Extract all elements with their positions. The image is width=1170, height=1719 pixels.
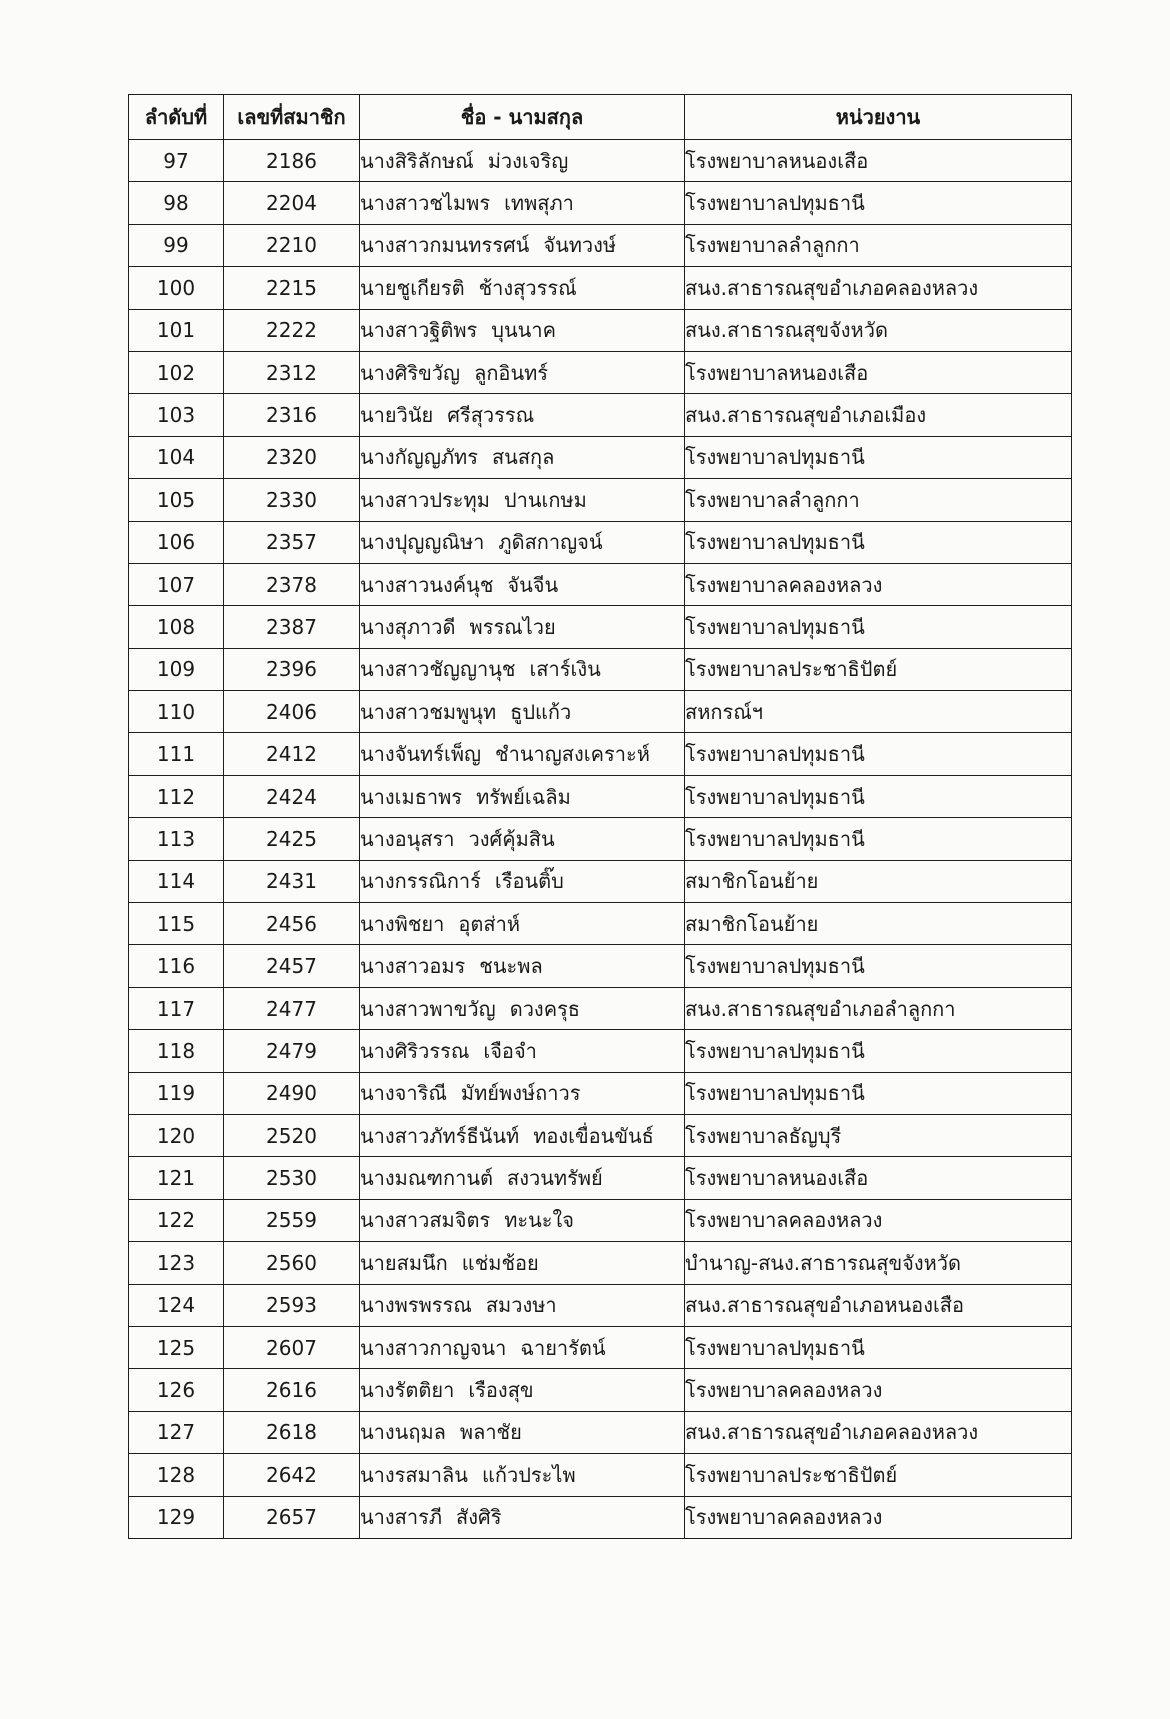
cell-full-name: [360, 182, 685, 224]
cell-unit: โรงพยาบาลประชาธิปัตย์: [685, 1454, 1072, 1496]
cell-member-no: 2657: [224, 1496, 360, 1538]
cell-order: 98: [129, 182, 224, 224]
last-name: ลูกอินทร์: [474, 360, 549, 385]
cell-full-name: [360, 903, 685, 945]
last-name: เสาร์เงิน: [529, 657, 601, 682]
cell-unit: โรงพยาบาลปทุมธานี: [685, 521, 1072, 563]
table-row: [129, 691, 1072, 733]
first-name: นางสาวประทุม: [360, 487, 490, 512]
cell-full-name: [360, 224, 685, 266]
last-name: จันจีน: [507, 572, 559, 597]
cell-unit: สมาชิกโอนย้าย: [685, 903, 1072, 945]
last-name: แช่มช้อย: [461, 1250, 539, 1275]
cell-order: 103: [129, 394, 224, 436]
table-row: [129, 860, 1072, 902]
cell-order: 129: [129, 1496, 224, 1538]
cell-full-name: [360, 648, 685, 690]
table-row: [129, 224, 1072, 266]
cell-order: 107: [129, 563, 224, 605]
cell-unit: สมาชิกโอนย้าย: [685, 860, 1072, 902]
last-name: สงวนทรัพย์: [507, 1166, 603, 1191]
cell-full-name: [360, 309, 685, 351]
cell-unit: โรงพยาบาลปทุมธานี: [685, 1030, 1072, 1072]
last-name: ปานเกษม: [503, 487, 587, 512]
cell-unit: โรงพยาบาลปทุมธานี: [685, 1072, 1072, 1114]
last-name: ทรัพย์เฉลิม: [476, 784, 571, 809]
cell-full-name: [360, 1242, 685, 1284]
cell-member-no: 2479: [224, 1030, 360, 1072]
first-name: นางอนุสรา: [360, 826, 455, 851]
cell-member-no: 2431: [224, 860, 360, 902]
cell-unit: โรงพยาบาลปทุมธานี: [685, 1326, 1072, 1368]
cell-unit: สหกรณ์ฯ: [685, 691, 1072, 733]
cell-order: 110: [129, 691, 224, 733]
first-name: นางศิริขวัญ: [360, 360, 461, 385]
cell-full-name: [360, 733, 685, 775]
cell-unit: โรงพยาบาลหนองเสือ: [685, 1157, 1072, 1199]
last-name: ศรีสุวรรณ: [447, 403, 535, 428]
first-name: นางสาวภัทร์ธีนันท์: [360, 1123, 520, 1148]
first-name: นางกรรณิการ์: [360, 869, 481, 894]
first-name: นายชูเกียรติ: [360, 275, 465, 300]
table-row: [129, 521, 1072, 563]
cell-member-no: 2316: [224, 394, 360, 436]
table-row: [129, 1114, 1072, 1156]
table-row: [129, 394, 1072, 436]
member-table: [128, 94, 1072, 1539]
table-row: [129, 563, 1072, 605]
table-row: [129, 479, 1072, 521]
first-name: นางพรพรรณ: [360, 1293, 472, 1318]
cell-member-no: 2387: [224, 606, 360, 648]
table-row: [129, 903, 1072, 945]
cell-member-no: 2530: [224, 1157, 360, 1199]
last-name: เรือนติ๊บ: [494, 869, 564, 894]
cell-order: 105: [129, 479, 224, 521]
cell-member-no: 2607: [224, 1326, 360, 1368]
header-order: ลำดับที่: [129, 95, 224, 140]
cell-unit: สนง.สาธารณสุขจังหวัด: [685, 309, 1072, 351]
cell-unit: โรงพยาบาลธัญบุรี: [685, 1114, 1072, 1156]
first-name: นางสิริลักษณ์: [360, 148, 474, 173]
cell-member-no: 2396: [224, 648, 360, 690]
cell-member-no: 2215: [224, 267, 360, 309]
table-row: [129, 182, 1072, 224]
cell-unit: โรงพยาบาลปทุมธานี: [685, 436, 1072, 478]
cell-unit: สนง.สาธารณสุขอำเภอหนองเสือ: [685, 1284, 1072, 1326]
last-name: เรืองสุข: [468, 1378, 534, 1403]
table-row: [129, 1242, 1072, 1284]
cell-order: 114: [129, 860, 224, 902]
cell-full-name: [360, 1454, 685, 1496]
table-row: [129, 775, 1072, 817]
first-name: นางสุภาวดี: [360, 614, 456, 639]
cell-unit: โรงพยาบาลปทุมธานี: [685, 606, 1072, 648]
cell-order: 117: [129, 987, 224, 1029]
cell-order: 99: [129, 224, 224, 266]
cell-full-name: [360, 1157, 685, 1199]
table-body: [129, 140, 1072, 1539]
header-unit: หน่วยงาน: [685, 95, 1072, 140]
table-row: [129, 733, 1072, 775]
cell-member-no: 2204: [224, 182, 360, 224]
table-row: [129, 987, 1072, 1029]
last-name: บุนนาค: [491, 318, 556, 343]
cell-member-no: 2330: [224, 479, 360, 521]
last-name: ช้างสุวรรณ์: [478, 275, 577, 300]
table-row: [129, 1072, 1072, 1114]
cell-unit: โรงพยาบาลลำลูกกา: [685, 479, 1072, 521]
last-name: วงศ์คุ้มสิน: [468, 826, 555, 851]
last-name: สมวงษา: [485, 1293, 557, 1318]
cell-order: 112: [129, 775, 224, 817]
cell-order: 113: [129, 818, 224, 860]
last-name: ฉายารัตน์: [520, 1335, 606, 1360]
cell-unit: โรงพยาบาลคลองหลวง: [685, 1199, 1072, 1241]
table-row: [129, 1326, 1072, 1368]
cell-full-name: [360, 1199, 685, 1241]
cell-order: 123: [129, 1242, 224, 1284]
cell-member-no: 2616: [224, 1369, 360, 1411]
cell-unit: โรงพยาบาลคลองหลวง: [685, 1369, 1072, 1411]
first-name: นายวินัย: [360, 403, 434, 428]
cell-member-no: 2457: [224, 945, 360, 987]
table-row: [129, 1369, 1072, 1411]
cell-member-no: 2520: [224, 1114, 360, 1156]
cell-member-no: 2210: [224, 224, 360, 266]
cell-full-name: [360, 1030, 685, 1072]
last-name: สนสกุล: [491, 445, 555, 470]
cell-full-name: [360, 1072, 685, 1114]
cell-unit: โรงพยาบาลปทุมธานี: [685, 733, 1072, 775]
cell-full-name: [360, 1284, 685, 1326]
first-name: นางสาวนงค์นุช: [360, 572, 494, 597]
first-name: นางปุญญณิษา: [360, 530, 485, 555]
cell-member-no: 2559: [224, 1199, 360, 1241]
header-full-name: ชื่อ - นามสกุล: [360, 95, 685, 140]
table-row: [129, 1199, 1072, 1241]
table-row: [129, 1411, 1072, 1453]
last-name: ชำนาญสงเคราะห์: [495, 742, 650, 767]
cell-order: 111: [129, 733, 224, 775]
first-name: นายสมนึก: [360, 1250, 448, 1275]
first-name: นางสารภี: [360, 1505, 443, 1530]
cell-member-no: 2320: [224, 436, 360, 478]
cell-order: 120: [129, 1114, 224, 1156]
cell-full-name: [360, 775, 685, 817]
cell-full-name: [360, 606, 685, 648]
table-row: [129, 945, 1072, 987]
first-name: นางกัญญภัทร: [360, 445, 478, 470]
cell-unit: โรงพยาบาลปทุมธานี: [685, 945, 1072, 987]
cell-order: 102: [129, 351, 224, 393]
cell-order: 124: [129, 1284, 224, 1326]
cell-order: 101: [129, 309, 224, 351]
first-name: นางจาริณี: [360, 1081, 447, 1106]
first-name: นางสาวฐิติพร: [360, 318, 478, 343]
table-row: [129, 1157, 1072, 1199]
table-row: [129, 1454, 1072, 1496]
cell-full-name: [360, 436, 685, 478]
cell-unit: สนง.สาธารณสุขอำเภอคลองหลวง: [685, 1411, 1072, 1453]
last-name: อุตส่าห์: [458, 911, 520, 936]
table-row: [129, 648, 1072, 690]
cell-order: 128: [129, 1454, 224, 1496]
cell-member-no: 2477: [224, 987, 360, 1029]
cell-member-no: 2312: [224, 351, 360, 393]
cell-member-no: 2618: [224, 1411, 360, 1453]
last-name: มัทย์พงษ์ถาวร: [460, 1081, 581, 1106]
last-name: เจือจำ: [483, 1038, 537, 1063]
first-name: นางสาวชไมพร: [360, 191, 491, 216]
table-row: [129, 1284, 1072, 1326]
cell-order: 104: [129, 436, 224, 478]
last-name: แก้วประไพ: [481, 1462, 576, 1487]
cell-full-name: [360, 860, 685, 902]
first-name: นางรสมาลิน: [360, 1462, 468, 1487]
table-row: [129, 351, 1072, 393]
last-name: ทองเขื่อนขันธ์: [533, 1123, 654, 1148]
cell-order: 106: [129, 521, 224, 563]
first-name: นางนฤมล: [360, 1420, 446, 1445]
cell-unit: โรงพยาบาลคลองหลวง: [685, 1496, 1072, 1538]
cell-member-no: 2406: [224, 691, 360, 733]
table-header-row: [129, 95, 1072, 140]
cell-full-name: [360, 351, 685, 393]
cell-member-no: 2378: [224, 563, 360, 605]
cell-order: 121: [129, 1157, 224, 1199]
cell-member-no: 2186: [224, 140, 360, 182]
cell-order: 116: [129, 945, 224, 987]
cell-order: 115: [129, 903, 224, 945]
first-name: นางเมธาพร: [360, 784, 463, 809]
table-row: [129, 1030, 1072, 1072]
cell-order: 118: [129, 1030, 224, 1072]
cell-unit: โรงพยาบาลลำลูกกา: [685, 224, 1072, 266]
table-row: [129, 1496, 1072, 1538]
cell-order: 127: [129, 1411, 224, 1453]
cell-full-name: [360, 818, 685, 860]
cell-full-name: [360, 945, 685, 987]
header-member-no: เลขที่สมาชิก: [224, 95, 360, 140]
cell-unit: สนง.สาธารณสุขอำเภอคลองหลวง: [685, 267, 1072, 309]
cell-unit: โรงพยาบาลปทุมธานี: [685, 775, 1072, 817]
cell-member-no: 2424: [224, 775, 360, 817]
last-name: ทะนะใจ: [504, 1208, 575, 1233]
cell-unit: โรงพยาบาลคลองหลวง: [685, 563, 1072, 605]
table-row: [129, 436, 1072, 478]
cell-full-name: [360, 1326, 685, 1368]
first-name: นางสาวพาขวัญ: [360, 996, 496, 1021]
last-name: ภูดิสกาญจน์: [498, 530, 603, 555]
cell-order: 126: [129, 1369, 224, 1411]
cell-unit: สนง.สาธารณสุขอำเภอเมือง: [685, 394, 1072, 436]
cell-unit: โรงพยาบาลปทุมธานี: [685, 818, 1072, 860]
cell-unit: โรงพยาบาลปทุมธานี: [685, 182, 1072, 224]
first-name: นางสาวชัญญานุช: [360, 657, 516, 682]
cell-unit: โรงพยาบาลหนองเสือ: [685, 351, 1072, 393]
cell-member-no: 2357: [224, 521, 360, 563]
table-row: [129, 140, 1072, 182]
cell-member-no: 2222: [224, 309, 360, 351]
last-name: ธูปแก้ว: [510, 699, 572, 724]
cell-order: 108: [129, 606, 224, 648]
last-name: สังศิริ: [456, 1505, 502, 1530]
last-name: เทพสุภา: [504, 191, 574, 216]
cell-member-no: 2412: [224, 733, 360, 775]
cell-full-name: [360, 1114, 685, 1156]
first-name: นางศิริวรรณ: [360, 1038, 470, 1063]
cell-full-name: [360, 1411, 685, 1453]
cell-full-name: [360, 394, 685, 436]
last-name: พลาชัย: [459, 1420, 522, 1445]
last-name: จันทวงษ์: [543, 233, 617, 258]
cell-unit: โรงพยาบาลประชาธิปัตย์: [685, 648, 1072, 690]
cell-order: 125: [129, 1326, 224, 1368]
cell-member-no: 2642: [224, 1454, 360, 1496]
cell-unit: โรงพยาบาลหนองเสือ: [685, 140, 1072, 182]
first-name: นางมณฑกานต์: [360, 1166, 494, 1191]
table-row: [129, 818, 1072, 860]
first-name: นางสาวอมร: [360, 954, 466, 979]
cell-member-no: 2560: [224, 1242, 360, 1284]
cell-full-name: [360, 691, 685, 733]
cell-full-name: [360, 267, 685, 309]
cell-member-no: 2456: [224, 903, 360, 945]
cell-member-no: 2425: [224, 818, 360, 860]
table-row: [129, 267, 1072, 309]
cell-order: 100: [129, 267, 224, 309]
cell-full-name: [360, 563, 685, 605]
cell-unit: สนง.สาธารณสุขอำเภอลำลูกกา: [685, 987, 1072, 1029]
cell-member-no: 2490: [224, 1072, 360, 1114]
first-name: นางสาวกมนทรรศน์: [360, 233, 530, 258]
cell-full-name: [360, 140, 685, 182]
cell-full-name: [360, 1496, 685, 1538]
cell-order: 119: [129, 1072, 224, 1114]
cell-order: 122: [129, 1199, 224, 1241]
first-name: นางพิชยา: [360, 911, 445, 936]
last-name: ชนะพล: [479, 954, 543, 979]
first-name: นางสาวกาญจนา: [360, 1335, 507, 1360]
cell-full-name: [360, 987, 685, 1029]
cell-member-no: 2593: [224, 1284, 360, 1326]
cell-order: 97: [129, 140, 224, 182]
cell-full-name: [360, 1369, 685, 1411]
table-row: [129, 606, 1072, 648]
last-name: ม่วงเจริญ: [487, 148, 569, 173]
first-name: นางรัตติยา: [360, 1378, 455, 1403]
first-name: นางจันทร์เพ็ญ: [360, 742, 482, 767]
first-name: นางสาวชมพูนุท: [360, 699, 497, 724]
last-name: พรรณไวย: [469, 614, 556, 639]
cell-unit: บำนาญ-สนง.สาธารณสุขจังหวัด: [685, 1242, 1072, 1284]
table-row: [129, 309, 1072, 351]
cell-order: 109: [129, 648, 224, 690]
last-name: ดวงครุธ: [509, 996, 581, 1021]
cell-full-name: [360, 521, 685, 563]
first-name: นางสาวสมจิตร: [360, 1208, 491, 1233]
cell-full-name: [360, 479, 685, 521]
